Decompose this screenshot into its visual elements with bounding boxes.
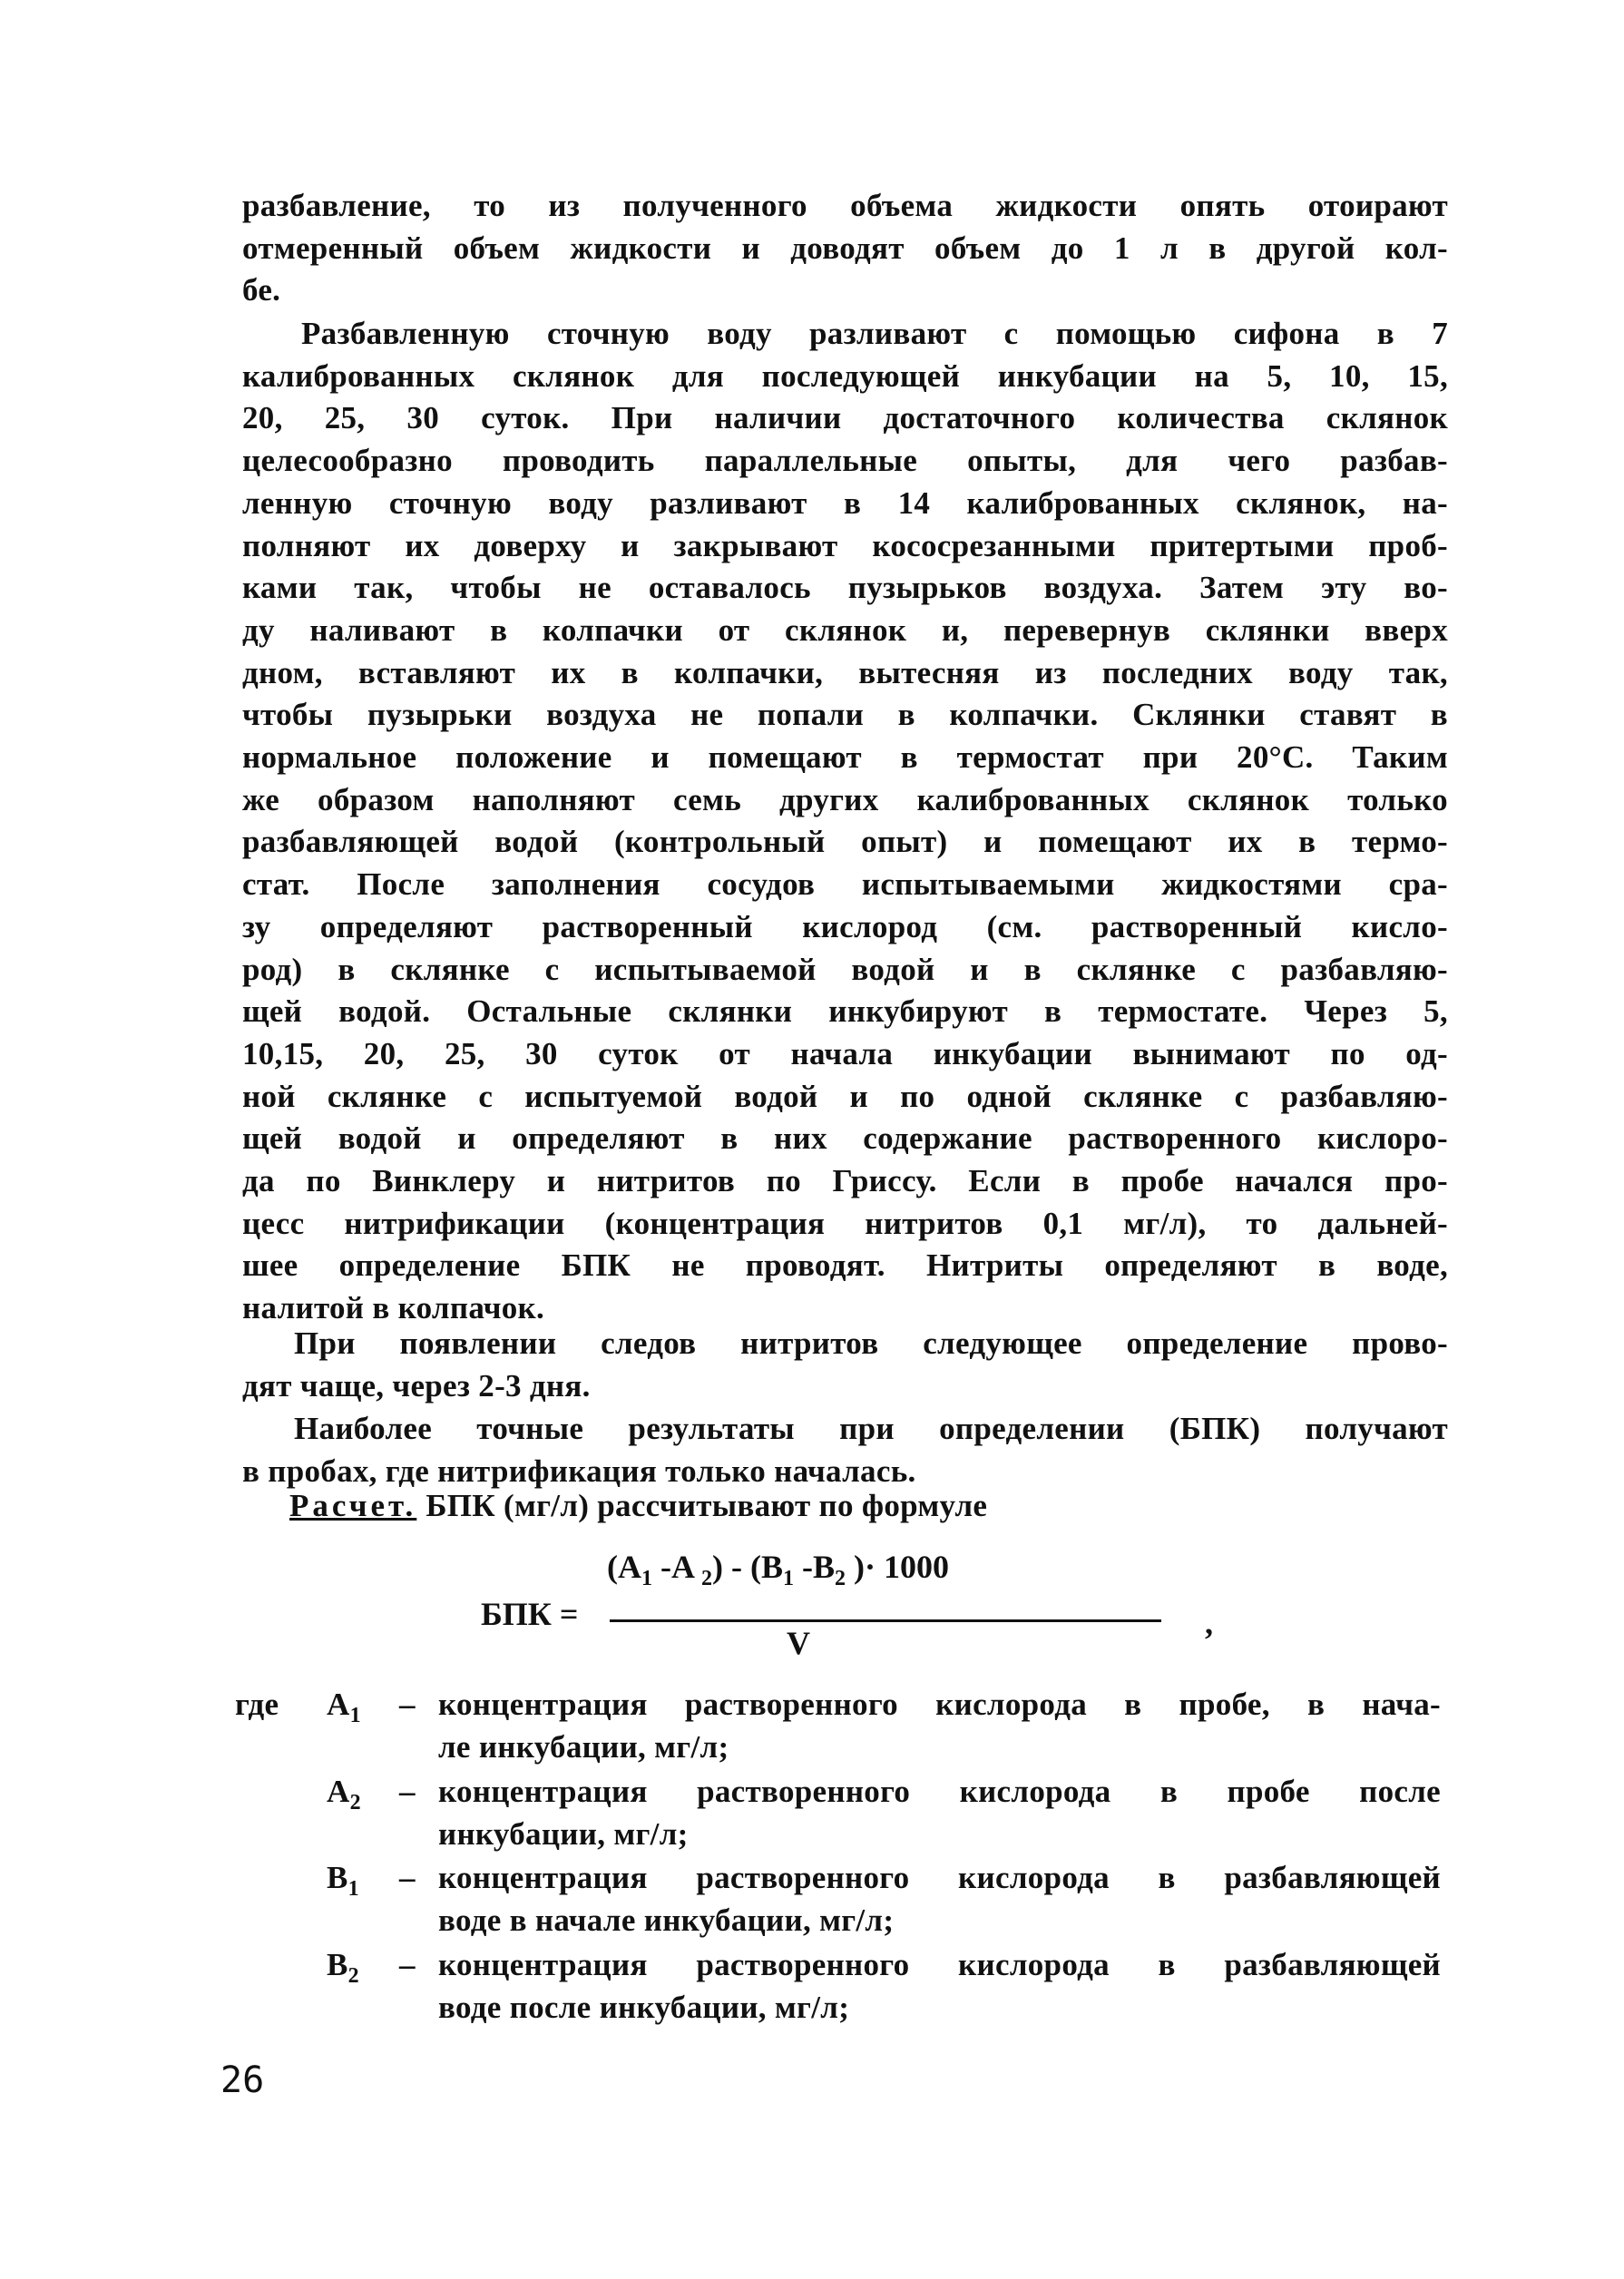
subscript: 1 — [641, 1567, 652, 1590]
page-number: 26 — [220, 2059, 265, 2101]
paragraph-line: род) в склянке с испытываемой водой и в склянке с разбавляю- — [242, 951, 1448, 987]
paragraph-line: 10,15, 20, 25, 30 суток от начала инкубации вынимают по од- — [242, 1035, 1448, 1071]
definition-line: концентрация растворенного кислорода в разбавляющей — [438, 1947, 1441, 1982]
paragraph-line: калиброванных склянок для последующей инкубации на 5, 10, 15, — [242, 357, 1448, 394]
paragraph-line: Разбавленную сточную воду разливают с помощью сифона в 7 — [301, 316, 1448, 351]
subscript: 2 — [347, 1964, 359, 1988]
formula-term: -B — [793, 1549, 835, 1585]
symbol-letter: A — [327, 1687, 350, 1722]
definition-dash: – — [399, 1947, 416, 1982]
paragraph-line: чтобы пузырьки воздуха не попали в колпачки. Склянки ставят в — [242, 697, 1448, 733]
paragraph-line: ной склянке с испытуемой водой и по одной склянке с разбавляю- — [242, 1078, 1448, 1114]
paragraph-line: дном, вставляют их в колпачки, вытесняя из последних воду так, — [242, 654, 1448, 690]
paragraph-line: налитой в колпачок. — [242, 1290, 545, 1326]
definition-line: воде в начале инкубации, мг/л; — [438, 1902, 895, 1938]
paragraph-line: нормальное положение и помещают в термостат при 20°С. Таким — [242, 739, 1448, 775]
paragraph-line: щей водой и определяют в них содержание растворенного кислоро- — [242, 1120, 1448, 1157]
symbol-letter: B — [327, 1947, 348, 1982]
symbol-letter: B — [327, 1860, 348, 1895]
paragraph-line: да по Винклеру и нитритов по Гриссу. Если в пробе начался про- — [242, 1163, 1448, 1198]
formula-term: )· 1000 — [845, 1549, 949, 1585]
formula-lhs: БПК = — [481, 1596, 579, 1632]
fraction-bar — [610, 1619, 1161, 1622]
definition-dash: – — [399, 1687, 416, 1722]
subscript: 2 — [349, 1791, 361, 1814]
paragraph-line: ду наливают в колпачки от склянок и, перевернув склянки вверх — [242, 611, 1448, 648]
formula-comma: , — [1205, 1605, 1213, 1641]
paragraph-line: 20, 25, 30 суток. При наличии достаточного количества склянок — [242, 400, 1448, 436]
definition-symbol — [327, 1685, 361, 1725]
formula-term: (A — [607, 1549, 641, 1585]
subscript: 1 — [782, 1567, 794, 1590]
paragraph-line: шее определение БПК не проводят. Нитриты определяют в воде, — [242, 1247, 1448, 1284]
definition-symbol — [327, 1945, 359, 1988]
formula-term: -A — [652, 1549, 701, 1585]
subscript: 2 — [834, 1567, 846, 1590]
formula-term: ) - (B — [712, 1549, 783, 1585]
paragraph-line: разбавляющей водой (контрольный опыт) и помещают их в термо- — [242, 824, 1448, 860]
calculation-heading: Расчет. — [289, 1488, 417, 1523]
definition-line: ле инкубации, мг/л; — [438, 1728, 729, 1765]
paragraph-line: При появлении следов нитритов следующее определение прово- — [294, 1325, 1448, 1361]
definition-dash: – — [399, 1860, 416, 1895]
paragraph-line: целесообразно проводить параллельные опыты, для чего разбав- — [242, 443, 1448, 479]
paragraph-line: щей водой. Остальные склянки инкубируют в термостате. Через 5, — [242, 993, 1448, 1030]
paragraph-line: в пробах, где нитрификация только началась. — [242, 1452, 916, 1489]
definition-line: концентрация растворенного кислорода в пробе, в нача- — [438, 1687, 1441, 1722]
definition-line: инкубации, мг/л; — [438, 1815, 689, 1852]
definition-symbol — [327, 1772, 361, 1812]
calculation-line — [289, 1486, 987, 1526]
paragraph-line: же образом наполняют семь других калиброванных склянок только — [242, 781, 1448, 817]
definition-symbol — [327, 1858, 359, 1901]
subscript: 2 — [701, 1567, 712, 1590]
paragraph-line: полняют их доверху и закрывают кососрезанными притертыми проб- — [242, 527, 1448, 563]
paragraph-line: зу определяют растворенный кислород (см. растворенный кисло- — [242, 908, 1448, 944]
symbol-letter: A — [327, 1774, 350, 1809]
subscript: 1 — [349, 1704, 361, 1727]
definition-dash: – — [399, 1774, 416, 1809]
definition-line: концентрация растворенного кислорода в разбавляющей — [438, 1860, 1441, 1895]
paragraph-line: стат. После заполнения сосудов испытываемыми жидкостями сра- — [242, 866, 1448, 903]
paragraph-line: ками так, чтобы не оставалось пузырьков воздуха. Затем эту во- — [242, 570, 1448, 606]
paragraph-line: цесс нитрификации (концентрация нитритов 0,1 мг/л), то дальней- — [242, 1205, 1448, 1241]
calculation-text: БПК (мг/л) рассчитывают по формуле — [426, 1488, 988, 1523]
paragraph-line: разбавление, то из полученного объема жидкости опять отоирают — [242, 188, 1448, 223]
paragraph-line: Наиболее точные результаты при определении (БПК) получают — [294, 1411, 1448, 1446]
paragraph-line: бе. — [242, 272, 281, 308]
paragraph-line: дят чаще, через 2-3 дня. — [242, 1367, 591, 1404]
definition-line: концентрация растворенного кислорода в пробе после — [438, 1774, 1441, 1809]
subscript: 1 — [347, 1877, 359, 1901]
definition-line: воде после инкубации, мг/л; — [438, 1989, 850, 2025]
paragraph-line: ленную сточную воду разливают в 14 калиброванных склянок, на- — [242, 484, 1448, 521]
formula-denominator: V — [787, 1625, 810, 1661]
formula-numerator — [607, 1548, 949, 1590]
where-label: где — [235, 1687, 279, 1722]
paragraph-line: отмеренный объем жидкости и доводят объем до 1 л в другой кол- — [242, 230, 1448, 266]
